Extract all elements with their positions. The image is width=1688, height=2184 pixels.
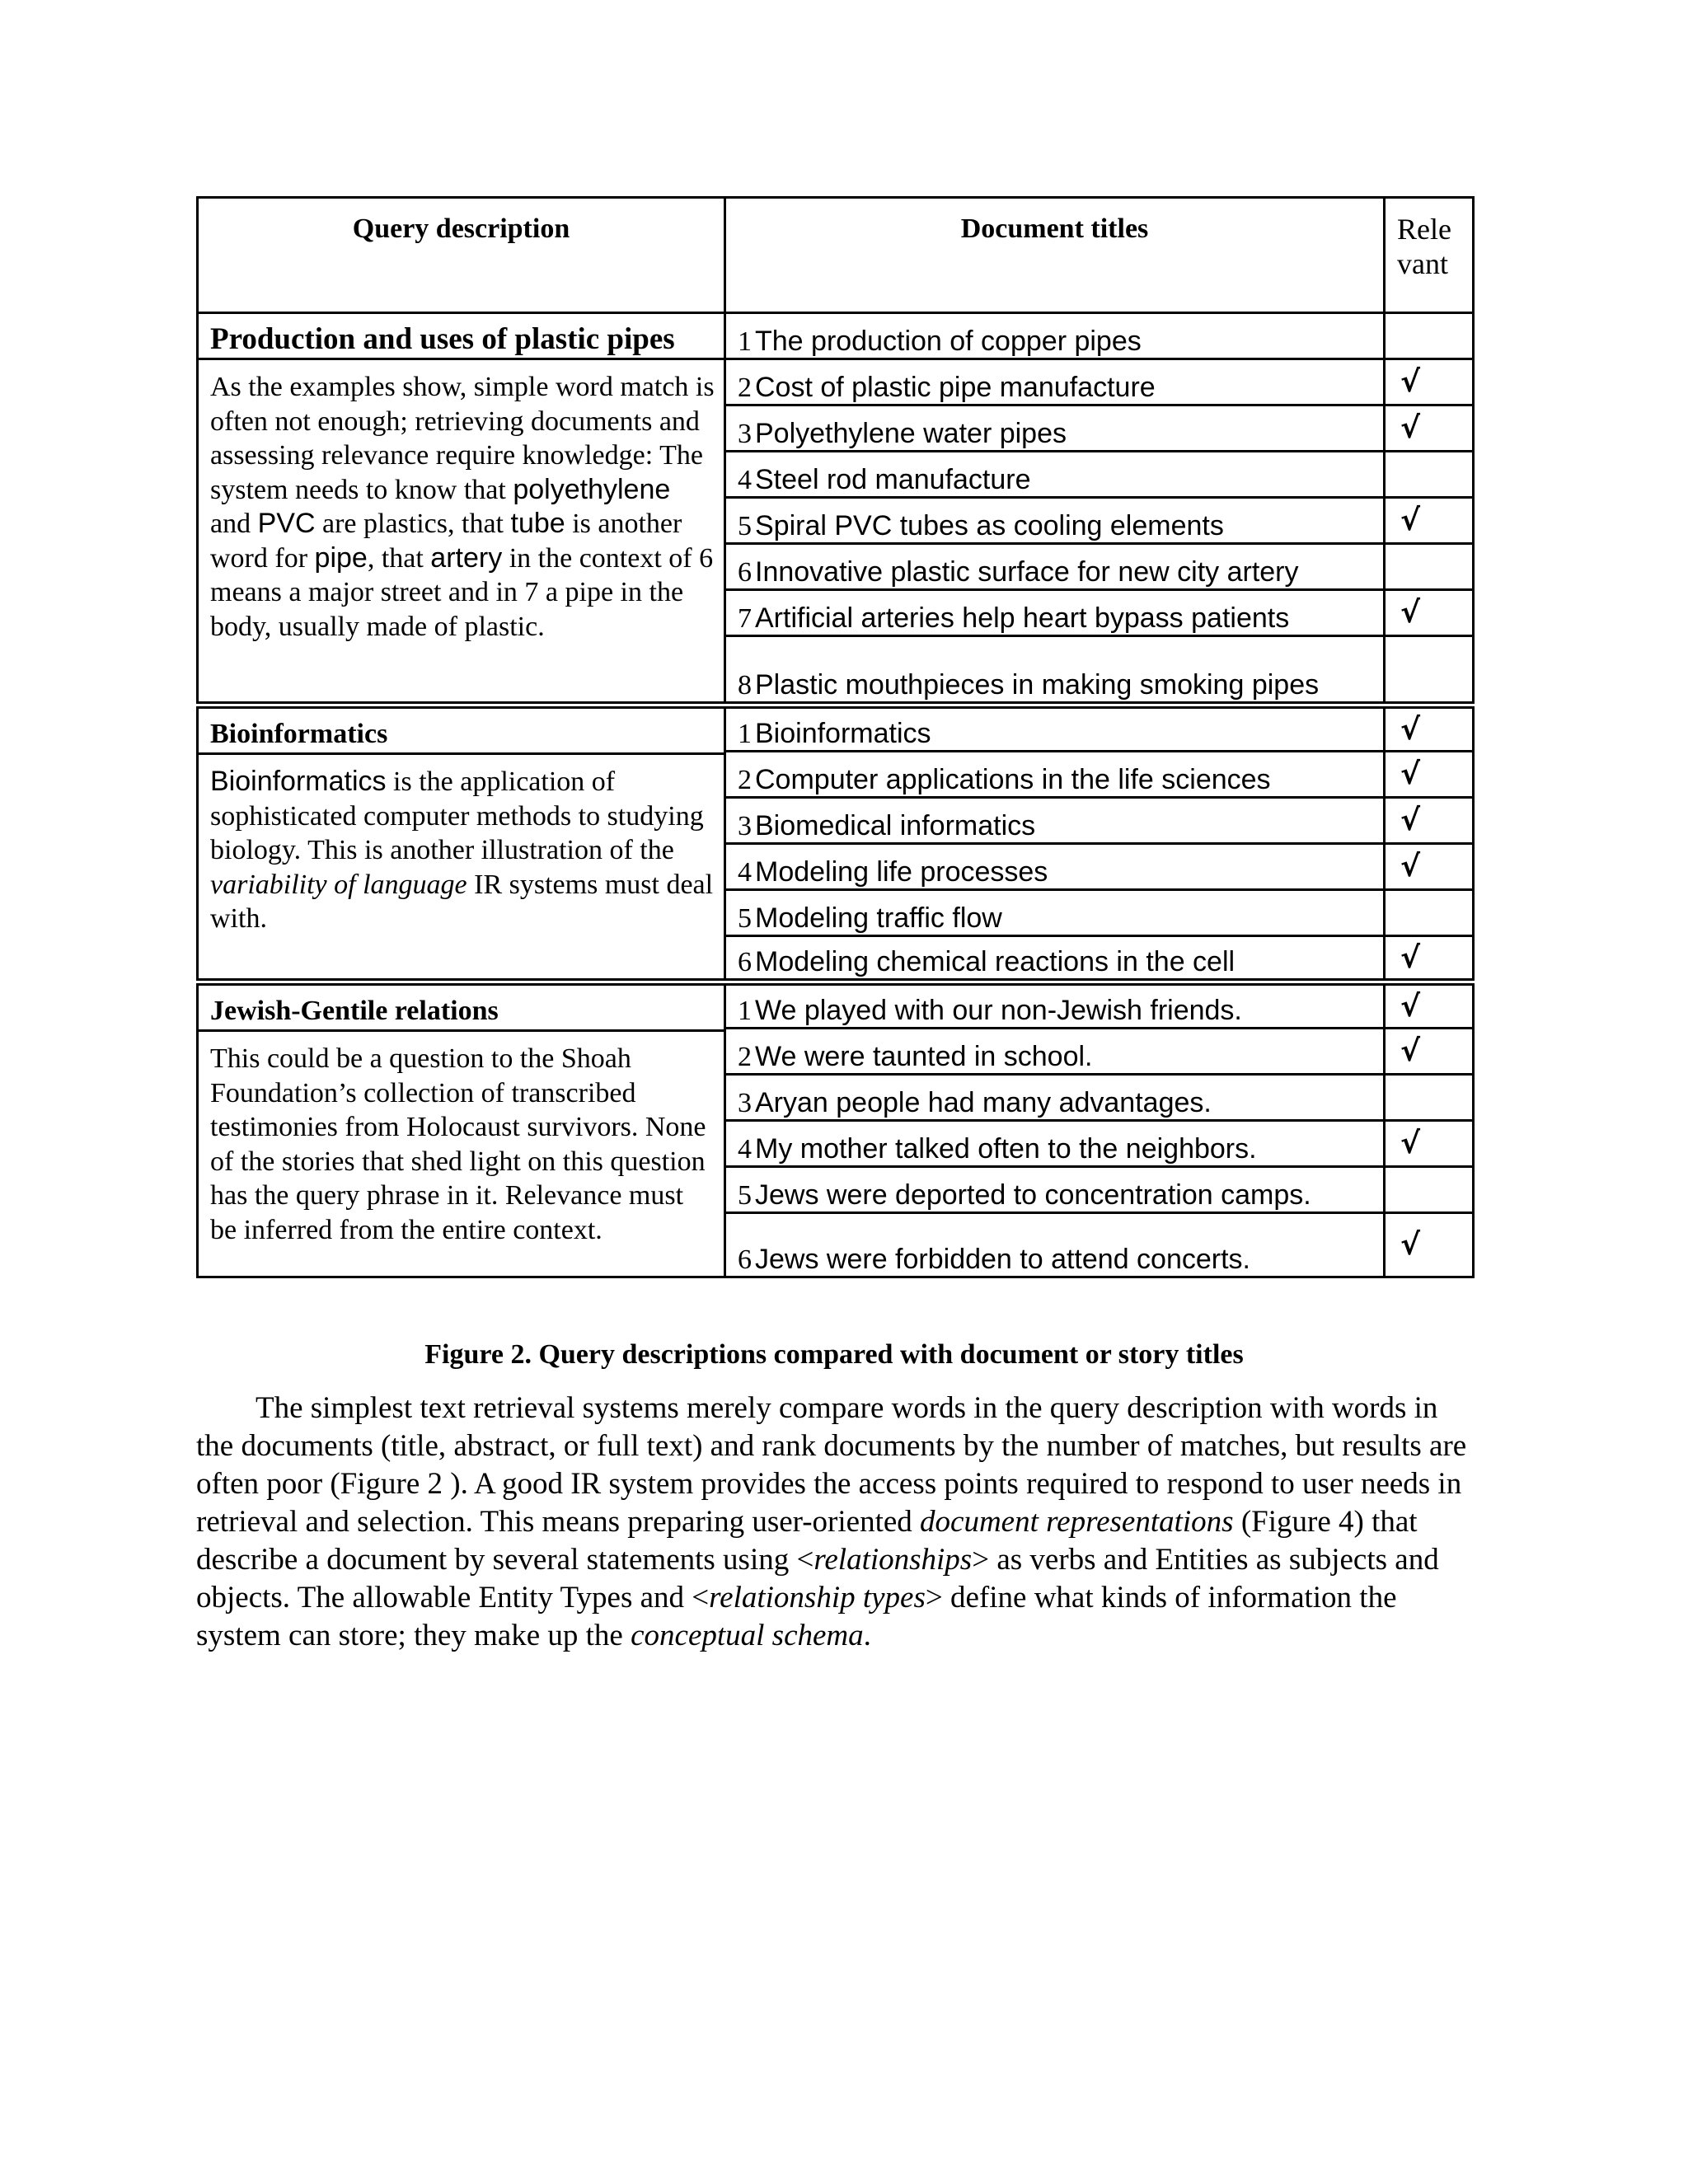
text-run: IR systems must deal with. [210, 869, 714, 934]
document-title: Modeling traffic flow [755, 902, 1002, 934]
text-run: and [210, 509, 258, 539]
relevant-checkmark: √ [1385, 590, 1474, 636]
document-number: 4 [738, 857, 752, 888]
relevant-checkmark: √ [1385, 498, 1474, 544]
term-text: polyethylene [513, 473, 671, 505]
term-text: Bioinformatics [210, 766, 387, 797]
document-title-cell [725, 498, 1385, 544]
document-number: 3 [738, 419, 752, 449]
table-header-row [198, 198, 1474, 313]
document-title: Spiral PVC tubes as cooling elements [755, 510, 1224, 541]
relevant-checkmark: √ [1385, 405, 1474, 452]
document-title: Biomedical informatics [755, 810, 1036, 841]
document-number: 7 [738, 603, 752, 634]
text-run: > define what kinds of information the system can store; they make up the [196, 1581, 1397, 1652]
document-title-cell [725, 890, 1385, 936]
relevant-checkmark [1385, 313, 1474, 359]
table-row [198, 705, 1474, 752]
document-number: 5 [738, 511, 752, 541]
header-query-description: Query description [198, 198, 725, 313]
document-title-cell [725, 590, 1385, 636]
query-title: Bioinformatics [199, 709, 724, 755]
text-run: are plastics, that [315, 509, 511, 539]
document-title: Steel rod manufacture [755, 464, 1031, 495]
document-number: 6 [738, 947, 752, 977]
document-number: 8 [738, 670, 752, 701]
header-relevant: Rele vant [1385, 198, 1474, 313]
relevant-checkmark [1385, 890, 1474, 936]
query-cell [198, 982, 725, 1277]
italic-text: relationships [814, 1543, 973, 1577]
query-description [199, 755, 724, 936]
relevant-checkmark [1385, 544, 1474, 590]
table-row [198, 313, 1474, 359]
query-description [199, 360, 724, 644]
relevant-checkmark: √ [1385, 936, 1474, 982]
query-description [199, 1032, 724, 1247]
document-title: Plastic mouthpieces in making smoking pipes [755, 669, 1320, 701]
relevant-checkmark: √ [1385, 752, 1474, 798]
document-number: 1 [738, 996, 752, 1026]
document-title: We were taunted in school. [755, 1041, 1093, 1072]
document-number: 5 [738, 903, 752, 934]
document-number: 4 [738, 1134, 752, 1165]
text-run: (Figure 4) that describe a document by several statements using < [196, 1505, 1418, 1577]
text-run: As the examples show, simple word match is often not enough; retrieving documents and assessing relevance require knowledge: The system needs to know that [210, 372, 715, 505]
query-comparison-table [196, 196, 1475, 1278]
document-number: 6 [738, 557, 752, 588]
document-title: Polyethylene water pipes [755, 418, 1067, 449]
document-title: Artificial arteries help heart bypass patients [755, 602, 1290, 634]
table-row [198, 982, 1474, 1029]
document-number: 3 [738, 1088, 752, 1118]
text-run: This could be a question to the Shoah Foundation’s collection of transcribed testimonies from Holocaust survivors. None of the stories that shed light on this question has the query phrase in it. Relevance must be inferred from the entire context. [210, 1043, 706, 1245]
relevant-checkmark: √ [1385, 1029, 1474, 1075]
document-number: 1 [738, 326, 752, 357]
document-title-cell [725, 1029, 1385, 1075]
relevant-checkmark: √ [1385, 982, 1474, 1029]
term-text: tube [510, 508, 565, 539]
relevant-checkmark: √ [1385, 798, 1474, 844]
document-title: Jews were deported to concentration camps. [755, 1179, 1311, 1211]
document-title: Modeling life processes [755, 856, 1048, 888]
document-title: The production of copper pipes [755, 326, 1142, 357]
query-cell [198, 313, 725, 705]
document-title: Cost of plastic pipe manufacture [755, 372, 1156, 403]
italic-text: conceptual schema [631, 1619, 864, 1652]
document-title: Bioinformatics [755, 718, 931, 749]
document-title-cell [725, 1121, 1385, 1167]
document-number: 1 [738, 719, 752, 749]
text-run: , that [367, 542, 431, 574]
italic-text: relationship types [709, 1581, 926, 1615]
text-run: The simplest text retrieval systems merely compare words in the query description with words in the documents (title, abstract, or full text) and rank documents by the number of matches, but results are often poor (Figure 2 ). A good IR system provides the access points required to respond to user needs in retrieval and selection. This means preparing user-oriented [196, 1391, 1467, 1539]
query-cell [198, 705, 725, 982]
document-title: Modeling chemical reactions in the cell [755, 946, 1236, 977]
text-run: is the application of sophisticated computer methods to studying biology. This is another illustration of the [210, 766, 704, 865]
query-title: Production and uses of plastic pipes [199, 314, 724, 360]
document-title-cell [725, 1167, 1385, 1213]
document-number: 2 [738, 1042, 752, 1072]
document-title-cell [725, 1075, 1385, 1121]
document-title-cell [725, 1213, 1385, 1277]
text-run: > as verbs and Entities as subjects and objects. The allowable Entity Types and < [196, 1543, 1439, 1615]
document-number: 2 [738, 765, 752, 795]
document-title: Innovative plastic surface for new city artery [755, 556, 1299, 588]
query-title: Jewish-Gentile relations [199, 986, 724, 1032]
text-run: . [863, 1619, 871, 1652]
document-title-cell [725, 844, 1385, 890]
relevant-checkmark: √ [1385, 705, 1474, 752]
document-title-cell [725, 544, 1385, 590]
document-title: Jews were forbidden to attend concerts. [755, 1244, 1250, 1275]
document-title: Aryan people had many advantages. [755, 1087, 1212, 1118]
document-title-cell [725, 313, 1385, 359]
text-run: in the context of 6 means a major street and in 7 a pipe in the body, usually made of plastic. [210, 542, 714, 642]
document-title: We played with our non-Jewish friends. [755, 995, 1242, 1026]
relevant-checkmark: √ [1385, 1121, 1474, 1167]
document-number: 6 [738, 1244, 752, 1275]
document-title-cell [725, 405, 1385, 452]
relevant-checkmark [1385, 1075, 1474, 1121]
relevant-checkmark: √ [1385, 1213, 1474, 1277]
document-number: 3 [738, 811, 752, 841]
document-title-cell [725, 359, 1385, 405]
document-number: 4 [738, 465, 752, 495]
term-text: artery [430, 541, 503, 574]
italic-text: document representations [920, 1505, 1234, 1539]
relevant-checkmark [1385, 452, 1474, 498]
term-text: pipe [314, 541, 368, 574]
relevant-checkmark [1385, 636, 1474, 705]
header-document-titles: Document titles [725, 198, 1385, 313]
relevant-checkmark [1385, 1167, 1474, 1213]
document-title-cell [725, 636, 1385, 705]
document-number: 5 [738, 1180, 752, 1211]
relevant-checkmark: √ [1385, 844, 1474, 890]
document-title: Computer applications in the life sciences [755, 764, 1271, 795]
body-paragraph [196, 1390, 1482, 1655]
document-title-cell [725, 982, 1385, 1029]
document-title-cell [725, 798, 1385, 844]
document-title: My mother talked often to the neighbors. [755, 1133, 1257, 1165]
italic-text: variability of language [210, 869, 467, 900]
document-title-cell [725, 752, 1385, 798]
text-run: is another word for [210, 509, 682, 574]
document-number: 2 [738, 373, 752, 403]
figure-caption: Figure 2. Query descriptions compared with document or story titles [424, 1339, 1244, 1370]
document-title-cell [725, 705, 1385, 752]
document-title-cell [725, 452, 1385, 498]
document-title-cell [725, 936, 1385, 982]
relevant-checkmark: √ [1385, 359, 1474, 405]
term-text: PVC [257, 508, 316, 539]
